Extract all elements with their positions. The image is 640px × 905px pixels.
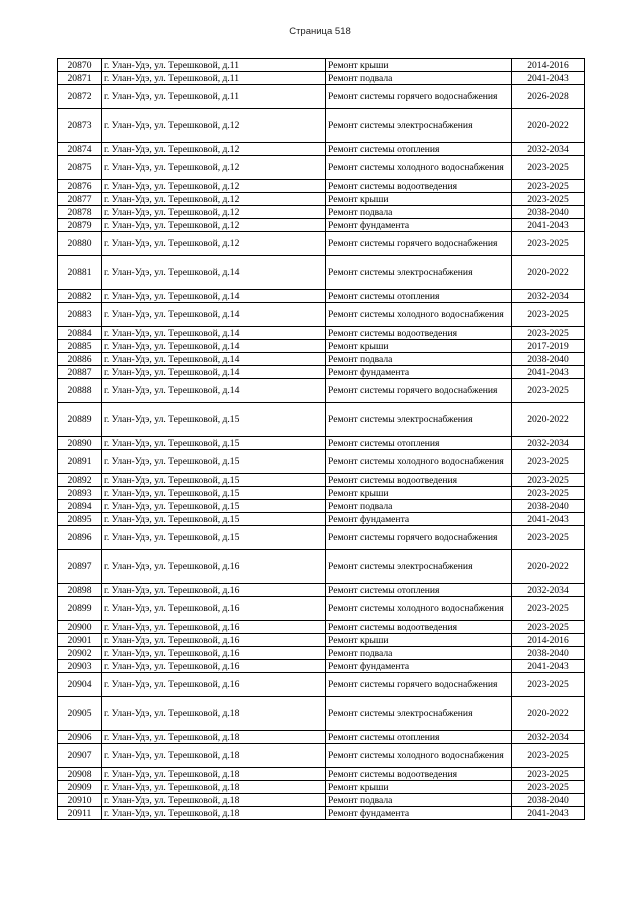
row-number-cell: 20908 [58, 768, 102, 781]
table-row [58, 768, 585, 781]
row-number-cell: 20898 [58, 584, 102, 597]
work-type-cell: Ремонт системы отопления [326, 290, 512, 303]
period-cell: 2023-2025 [512, 621, 585, 634]
table-row [58, 660, 585, 673]
address-cell: г. Улан-Удэ, ул. Терешковой, д.12 [102, 143, 326, 156]
table-row [58, 550, 585, 584]
table-row [58, 487, 585, 500]
row-number-cell: 20895 [58, 513, 102, 526]
work-type-cell: Ремонт системы электроснабжения [326, 697, 512, 731]
address-cell: г. Улан-Удэ, ул. Терешковой, д.16 [102, 660, 326, 673]
address-cell: г. Улан-Удэ, ул. Терешковой, д.15 [102, 403, 326, 437]
period-cell: 2023-2025 [512, 193, 585, 206]
work-type-cell: Ремонт крыши [326, 634, 512, 647]
period-cell: 2041-2043 [512, 72, 585, 85]
address-cell: г. Улан-Удэ, ул. Терешковой, д.11 [102, 85, 326, 109]
work-type-cell: Ремонт системы отопления [326, 437, 512, 450]
table-body [58, 59, 585, 820]
row-number-cell: 20873 [58, 109, 102, 143]
table-row [58, 697, 585, 731]
table-row [58, 303, 585, 327]
row-number-cell: 20885 [58, 340, 102, 353]
address-cell: г. Улан-Удэ, ул. Терешковой, д.16 [102, 673, 326, 697]
row-number-cell: 20880 [58, 232, 102, 256]
period-cell: 2020-2022 [512, 550, 585, 584]
work-type-cell: Ремонт системы холодного водоснабжения [326, 744, 512, 768]
address-cell: г. Улан-Удэ, ул. Терешковой, д.15 [102, 526, 326, 550]
address-cell: г. Улан-Удэ, ул. Терешковой, д.15 [102, 500, 326, 513]
row-number-cell: 20888 [58, 379, 102, 403]
work-type-cell: Ремонт подвала [326, 794, 512, 807]
work-type-cell: Ремонт системы электроснабжения [326, 109, 512, 143]
table-row [58, 403, 585, 437]
row-number-cell: 20878 [58, 206, 102, 219]
work-type-cell: Ремонт системы холодного водоснабжения [326, 303, 512, 327]
work-type-cell: Ремонт фундамента [326, 513, 512, 526]
address-cell: г. Улан-Удэ, ул. Терешковой, д.16 [102, 584, 326, 597]
period-cell: 2023-2025 [512, 673, 585, 697]
address-cell: г. Улан-Удэ, ул. Терешковой, д.14 [102, 256, 326, 290]
work-type-cell: Ремонт подвала [326, 500, 512, 513]
row-number-cell: 20881 [58, 256, 102, 290]
address-cell: г. Улан-Удэ, ул. Терешковой, д.16 [102, 550, 326, 584]
period-cell: 2017-2019 [512, 340, 585, 353]
period-cell: 2032-2034 [512, 290, 585, 303]
address-cell: г. Улан-Удэ, ул. Терешковой, д.18 [102, 768, 326, 781]
address-cell: г. Улан-Удэ, ул. Терешковой, д.12 [102, 206, 326, 219]
period-cell: 2023-2025 [512, 487, 585, 500]
period-cell: 2032-2034 [512, 143, 585, 156]
work-type-cell: Ремонт системы горячего водоснабжения [326, 85, 512, 109]
address-cell: г. Улан-Удэ, ул. Терешковой, д.14 [102, 379, 326, 403]
work-type-cell: Ремонт системы водоотведения [326, 180, 512, 193]
row-number-cell: 20884 [58, 327, 102, 340]
work-type-cell: Ремонт системы горячего водоснабжения [326, 232, 512, 256]
period-cell: 2023-2025 [512, 526, 585, 550]
work-type-cell: Ремонт системы водоотведения [326, 474, 512, 487]
row-number-cell: 20890 [58, 437, 102, 450]
period-cell: 2020-2022 [512, 697, 585, 731]
row-number-cell: 20886 [58, 353, 102, 366]
table-row [58, 807, 585, 820]
period-cell: 2023-2025 [512, 781, 585, 794]
row-number-cell: 20902 [58, 647, 102, 660]
address-cell: г. Улан-Удэ, ул. Терешковой, д.12 [102, 232, 326, 256]
table-row [58, 513, 585, 526]
row-number-cell: 20882 [58, 290, 102, 303]
work-type-cell: Ремонт подвала [326, 353, 512, 366]
address-cell: г. Улан-Удэ, ул. Терешковой, д.12 [102, 219, 326, 232]
row-number-cell: 20900 [58, 621, 102, 634]
address-cell: г. Улан-Удэ, ул. Терешковой, д.15 [102, 487, 326, 500]
table-row [58, 597, 585, 621]
table-row [58, 526, 585, 550]
work-type-cell: Ремонт системы отопления [326, 584, 512, 597]
work-type-cell: Ремонт системы отопления [326, 731, 512, 744]
row-number-cell: 20893 [58, 487, 102, 500]
table-row [58, 379, 585, 403]
table-row [58, 180, 585, 193]
row-number-cell: 20905 [58, 697, 102, 731]
work-type-cell: Ремонт крыши [326, 193, 512, 206]
work-type-cell: Ремонт системы горячего водоснабжения [326, 526, 512, 550]
address-cell: г. Улан-Удэ, ул. Терешковой, д.16 [102, 597, 326, 621]
table-row [58, 731, 585, 744]
table-row [58, 193, 585, 206]
row-number-cell: 20887 [58, 366, 102, 379]
table-row [58, 584, 585, 597]
row-number-cell: 20870 [58, 59, 102, 72]
address-cell: г. Улан-Удэ, ул. Терешковой, д.15 [102, 513, 326, 526]
address-cell: г. Улан-Удэ, ул. Терешковой, д.12 [102, 180, 326, 193]
work-type-cell: Ремонт крыши [326, 59, 512, 72]
row-number-cell: 20911 [58, 807, 102, 820]
row-number-cell: 20871 [58, 72, 102, 85]
table-row [58, 621, 585, 634]
row-number-cell: 20904 [58, 673, 102, 697]
table-row [58, 781, 585, 794]
row-number-cell: 20910 [58, 794, 102, 807]
table-row [58, 340, 585, 353]
address-cell: г. Улан-Удэ, ул. Терешковой, д.16 [102, 647, 326, 660]
period-cell: 2023-2025 [512, 379, 585, 403]
work-type-cell: Ремонт системы водоотведения [326, 327, 512, 340]
table-row [58, 794, 585, 807]
row-number-cell: 20872 [58, 85, 102, 109]
row-number-cell: 20907 [58, 744, 102, 768]
work-type-cell: Ремонт фундамента [326, 660, 512, 673]
address-cell: г. Улан-Удэ, ул. Терешковой, д.14 [102, 340, 326, 353]
period-cell: 2014-2016 [512, 634, 585, 647]
table-row [58, 232, 585, 256]
work-type-cell: Ремонт подвала [326, 72, 512, 85]
table-row [58, 109, 585, 143]
address-cell: г. Улан-Удэ, ул. Терешковой, д.12 [102, 156, 326, 180]
work-type-cell: Ремонт крыши [326, 340, 512, 353]
period-cell: 2038-2040 [512, 206, 585, 219]
table-row [58, 353, 585, 366]
period-cell: 2023-2025 [512, 597, 585, 621]
address-cell: г. Улан-Удэ, ул. Терешковой, д.16 [102, 634, 326, 647]
work-type-cell: Ремонт фундамента [326, 366, 512, 379]
row-number-cell: 20891 [58, 450, 102, 474]
table-row [58, 156, 585, 180]
row-number-cell: 20876 [58, 180, 102, 193]
work-type-cell: Ремонт системы водоотведения [326, 621, 512, 634]
period-cell: 2023-2025 [512, 180, 585, 193]
address-cell: г. Улан-Удэ, ул. Терешковой, д.14 [102, 290, 326, 303]
row-number-cell: 20874 [58, 143, 102, 156]
table-row [58, 290, 585, 303]
row-number-cell: 20906 [58, 731, 102, 744]
work-type-cell: Ремонт фундамента [326, 219, 512, 232]
period-cell: 2014-2016 [512, 59, 585, 72]
period-cell: 2032-2034 [512, 584, 585, 597]
work-type-cell: Ремонт системы электроснабжения [326, 403, 512, 437]
work-type-cell: Ремонт системы водоотведения [326, 768, 512, 781]
address-cell: г. Улан-Удэ, ул. Терешковой, д.15 [102, 437, 326, 450]
address-cell: г. Улан-Удэ, ул. Терешковой, д.14 [102, 327, 326, 340]
period-cell: 2038-2040 [512, 353, 585, 366]
period-cell: 2038-2040 [512, 794, 585, 807]
address-cell: г. Улан-Удэ, ул. Терешковой, д.18 [102, 807, 326, 820]
work-type-cell: Ремонт системы холодного водоснабжения [326, 597, 512, 621]
table-row [58, 474, 585, 487]
period-cell: 2041-2043 [512, 660, 585, 673]
row-number-cell: 20899 [58, 597, 102, 621]
page-header: Страница 518 [289, 26, 351, 37]
address-cell: г. Улан-Удэ, ул. Терешковой, д.15 [102, 474, 326, 487]
work-type-cell: Ремонт системы холодного водоснабжения [326, 156, 512, 180]
table-row [58, 500, 585, 513]
row-number-cell: 20877 [58, 193, 102, 206]
table-row [58, 673, 585, 697]
period-cell: 2023-2025 [512, 327, 585, 340]
table-row [58, 143, 585, 156]
period-cell: 2032-2034 [512, 437, 585, 450]
row-number-cell: 20901 [58, 634, 102, 647]
address-cell: г. Улан-Удэ, ул. Терешковой, д.12 [102, 109, 326, 143]
work-type-cell: Ремонт фундамента [326, 807, 512, 820]
work-type-cell: Ремонт системы электроснабжения [326, 256, 512, 290]
period-cell: 2023-2025 [512, 744, 585, 768]
address-cell: г. Улан-Удэ, ул. Терешковой, д.16 [102, 621, 326, 634]
row-number-cell: 20875 [58, 156, 102, 180]
period-cell: 2041-2043 [512, 807, 585, 820]
row-number-cell: 20896 [58, 526, 102, 550]
period-cell: 2041-2043 [512, 366, 585, 379]
address-cell: г. Улан-Удэ, ул. Терешковой, д.15 [102, 450, 326, 474]
address-cell: г. Улан-Удэ, ул. Терешковой, д.18 [102, 697, 326, 731]
row-number-cell: 20892 [58, 474, 102, 487]
period-cell: 2038-2040 [512, 647, 585, 660]
period-cell: 2020-2022 [512, 256, 585, 290]
period-cell: 2041-2043 [512, 219, 585, 232]
period-cell: 2023-2025 [512, 450, 585, 474]
period-cell: 2038-2040 [512, 500, 585, 513]
work-type-cell: Ремонт крыши [326, 487, 512, 500]
table-row [58, 450, 585, 474]
row-number-cell: 20897 [58, 550, 102, 584]
repair-schedule-table [57, 58, 585, 820]
work-type-cell: Ремонт крыши [326, 781, 512, 794]
address-cell: г. Улан-Удэ, ул. Терешковой, д.18 [102, 744, 326, 768]
address-cell: г. Улан-Удэ, ул. Терешковой, д.14 [102, 366, 326, 379]
table-row [58, 59, 585, 72]
table-row [58, 256, 585, 290]
address-cell: г. Улан-Удэ, ул. Терешковой, д.12 [102, 193, 326, 206]
work-type-cell: Ремонт системы отопления [326, 143, 512, 156]
address-cell: г. Улан-Удэ, ул. Терешковой, д.18 [102, 781, 326, 794]
period-cell: 2023-2025 [512, 232, 585, 256]
table-row [58, 634, 585, 647]
table-row [58, 219, 585, 232]
period-cell: 2023-2025 [512, 303, 585, 327]
work-type-cell: Ремонт подвала [326, 647, 512, 660]
table-row [58, 327, 585, 340]
address-cell: г. Улан-Удэ, ул. Терешковой, д.14 [102, 353, 326, 366]
period-cell: 2023-2025 [512, 768, 585, 781]
address-cell: г. Улан-Удэ, ул. Терешковой, д.18 [102, 731, 326, 744]
table-row [58, 437, 585, 450]
period-cell: 2023-2025 [512, 156, 585, 180]
row-number-cell: 20879 [58, 219, 102, 232]
work-type-cell: Ремонт системы горячего водоснабжения [326, 379, 512, 403]
work-type-cell: Ремонт системы холодного водоснабжения [326, 450, 512, 474]
row-number-cell: 20883 [58, 303, 102, 327]
work-type-cell: Ремонт системы горячего водоснабжения [326, 673, 512, 697]
row-number-cell: 20894 [58, 500, 102, 513]
work-type-cell: Ремонт системы электроснабжения [326, 550, 512, 584]
work-type-cell: Ремонт подвала [326, 206, 512, 219]
period-cell: 2020-2022 [512, 109, 585, 143]
table-row [58, 206, 585, 219]
period-cell: 2026-2028 [512, 85, 585, 109]
table-row [58, 85, 585, 109]
row-number-cell: 20889 [58, 403, 102, 437]
period-cell: 2041-2043 [512, 513, 585, 526]
table-row [58, 366, 585, 379]
address-cell: г. Улан-Удэ, ул. Терешковой, д.11 [102, 59, 326, 72]
table-row [58, 647, 585, 660]
table-row [58, 72, 585, 85]
address-cell: г. Улан-Удэ, ул. Терешковой, д.14 [102, 303, 326, 327]
row-number-cell: 20903 [58, 660, 102, 673]
address-cell: г. Улан-Удэ, ул. Терешковой, д.18 [102, 794, 326, 807]
period-cell: 2020-2022 [512, 403, 585, 437]
period-cell: 2032-2034 [512, 731, 585, 744]
period-cell: 2023-2025 [512, 474, 585, 487]
row-number-cell: 20909 [58, 781, 102, 794]
table-row [58, 744, 585, 768]
address-cell: г. Улан-Удэ, ул. Терешковой, д.11 [102, 72, 326, 85]
